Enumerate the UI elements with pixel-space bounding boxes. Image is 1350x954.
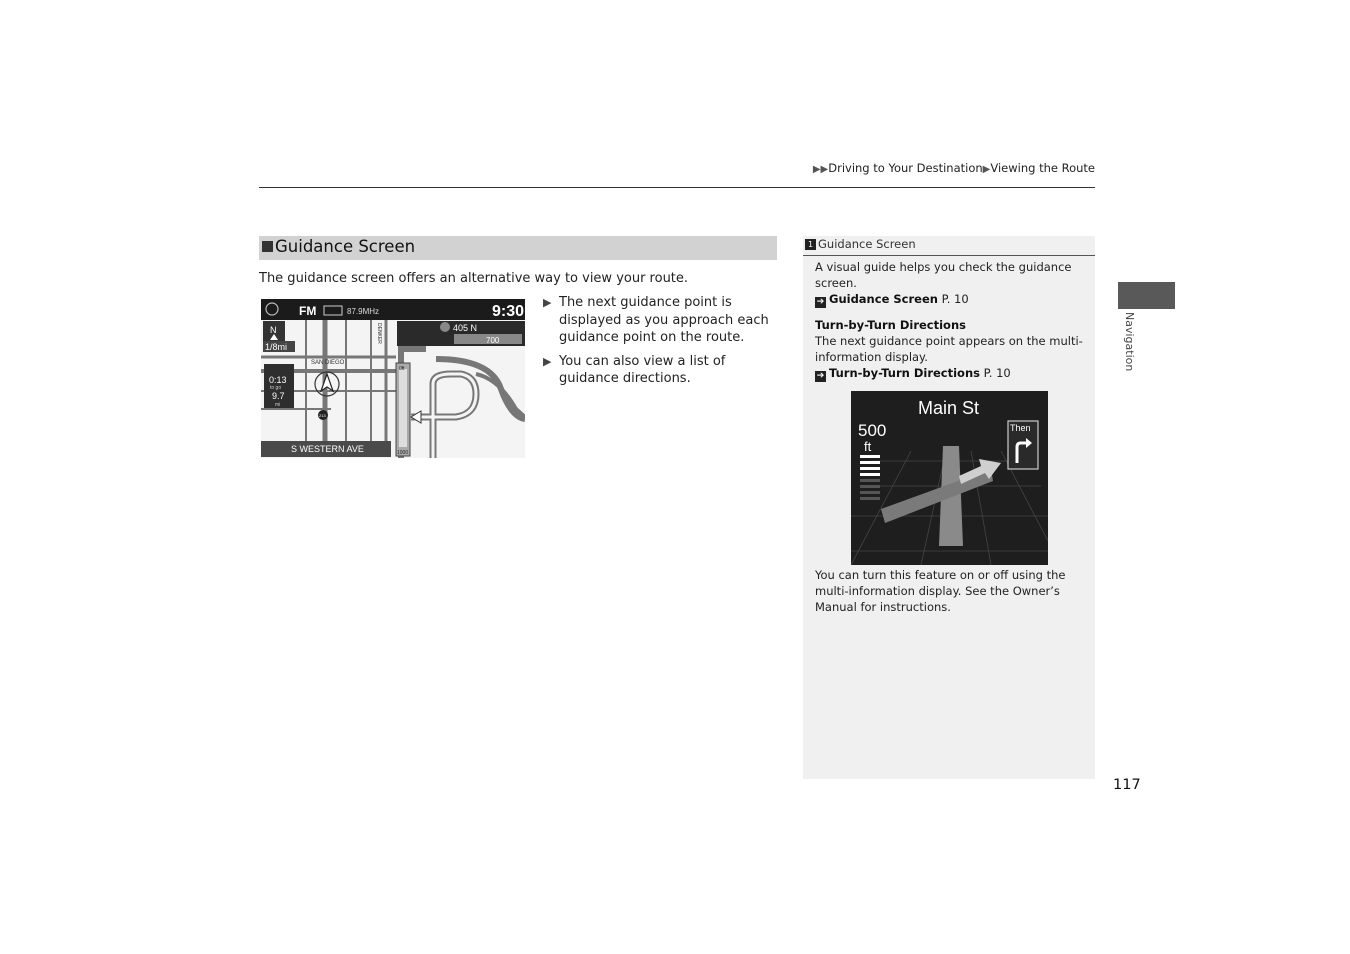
sidebar-subhead: Turn-by-Turn Directions	[815, 318, 966, 332]
reference-page: P. 10	[941, 292, 969, 306]
sidebar-header	[803, 236, 1095, 256]
square-icon	[262, 241, 273, 252]
bar-bottom-label: 1000	[397, 450, 409, 456]
sidebar-para-1: A visual guide helps you check the guidance screen.	[815, 260, 1072, 290]
reference-label: Guidance Screen	[829, 292, 938, 306]
triangle-icon: ▶	[543, 354, 552, 368]
route-marker: 213	[319, 413, 326, 418]
reference-label: Turn-by-Turn Directions	[829, 366, 980, 380]
triangle-icon: ▶▶	[812, 164, 829, 175]
sidebar-para-2: The next guidance point appears on the multi-information display.	[815, 334, 1083, 364]
time-to-go: 0:13	[269, 375, 287, 385]
reference-arrow-icon: ➔	[816, 297, 825, 307]
multi-info-display-image	[851, 391, 1048, 565]
side-label-text: Navigation	[1123, 312, 1136, 372]
breadcrumb-item-1[interactable]: Driving to Your Destination	[828, 161, 983, 175]
list-item	[543, 353, 779, 388]
clock-time: 9:30	[492, 303, 525, 320]
next-route: 405 N	[453, 323, 478, 333]
section-title: Guidance Screen	[275, 237, 416, 256]
note-icon: 1	[805, 239, 816, 250]
page-number: 117	[1113, 777, 1141, 793]
sidebar-title: Guidance Screen	[818, 237, 916, 251]
triangle-icon: ▶	[982, 164, 991, 175]
bar-top-label: 0ft	[399, 366, 405, 372]
bullet-text: The next guidance point is displayed as you approach each guidance point on the route.	[559, 295, 769, 345]
reference-link-2[interactable]	[815, 365, 1085, 382]
section-heading	[259, 236, 777, 260]
bullet-list	[543, 294, 779, 394]
next-distance: 700	[486, 336, 500, 345]
then-label: Then	[1010, 423, 1031, 433]
mid-distance: 500	[858, 421, 887, 440]
reference-arrow-icon: ➔	[816, 371, 825, 381]
to-go-label: to go	[270, 385, 282, 391]
sidebar-para-3: You can turn this feature on or off using the multi-information display. See the Owner’s Manual for instructions.	[815, 568, 1066, 614]
map-label-vertical: DENKER	[376, 323, 382, 344]
radio-frequency: 87.9MHz	[347, 307, 380, 316]
intro-text: The guidance screen offers an alternative way to view your route.	[259, 271, 689, 286]
navigation-screen-image	[261, 299, 525, 458]
radio-band: FM	[299, 304, 317, 318]
mid-unit: ft	[864, 439, 872, 454]
map-scale: 1/8mi	[265, 342, 288, 352]
distance-unit: mi	[275, 402, 281, 408]
list-item	[543, 294, 779, 347]
distance-remaining: 9.7	[272, 391, 285, 401]
section-tab	[1118, 282, 1175, 309]
map-label-san: SAN DIEGO	[311, 360, 345, 366]
header-divider	[259, 187, 1095, 188]
mid-street: Main St	[918, 398, 980, 418]
reference-page: P. 10	[983, 366, 1011, 380]
breadcrumb	[813, 161, 1095, 175]
reference-link-1[interactable]	[815, 291, 1085, 308]
side-label	[1122, 312, 1136, 382]
triangle-icon: ▶	[543, 296, 552, 309]
breadcrumb-item-2[interactable]: Viewing the Route	[990, 161, 1095, 175]
current-street: S WESTERN AVE	[291, 444, 364, 454]
bullet-text: You can also view a list of guidance directions.	[559, 353, 726, 386]
svg-text:N: N	[270, 325, 277, 335]
